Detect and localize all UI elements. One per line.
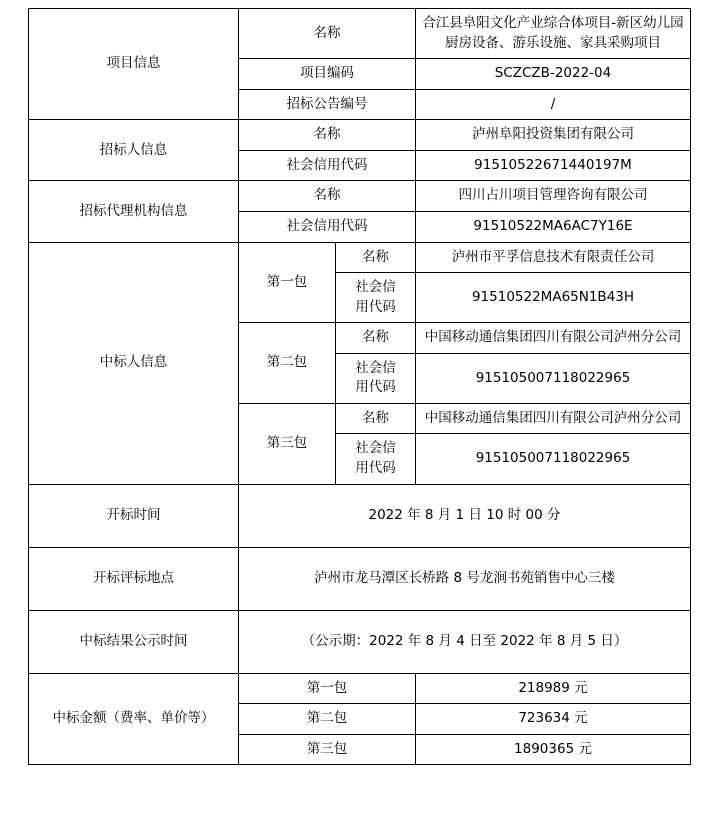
table-row — [29, 610, 691, 673]
table-row — [29, 673, 691, 704]
credit-label-line-2: 用代码 — [355, 298, 396, 315]
cell-tenderee-name-label: 名称 — [239, 120, 416, 151]
row-label-open-time: 开标时间 — [29, 484, 239, 547]
row-label-project-info: 项目信息 — [29, 9, 239, 120]
cell-amount-package-1: 第一包 — [239, 673, 416, 704]
credit-label-line-2: 用代码 — [355, 460, 396, 476]
cell-agency-name-label: 名称 — [239, 181, 416, 212]
cell-winner-name-label-3: 名称 — [336, 403, 416, 434]
credit-label-line-1: 社会信 — [355, 440, 396, 457]
table-row — [29, 484, 691, 547]
credit-label-line-1: 社会信 — [355, 359, 396, 376]
cell-amount-value-1: 218989 元 — [416, 673, 691, 704]
cell-amount-value-3: 1890365 元 — [416, 734, 691, 765]
cell-winner-credit-value-2: 915105007118022965 — [416, 353, 691, 403]
cell-project-code-value: SCZCZB-2022-04 — [416, 59, 691, 90]
cell-winner-name-label-1: 名称 — [336, 242, 416, 273]
cell-publicity-time-value: （公示期：2022 年 8 月 4 日至 2022 年 8 月 5 日） — [239, 610, 691, 673]
row-label-agency: 招标代理机构信息 — [29, 181, 239, 242]
project-name-line-2: 厨房设备、游乐设施、家具采购项目 — [445, 34, 661, 51]
cell-tenderee-credit-value: 91510522671440197M — [416, 150, 691, 181]
credit-label-line-1: 社会信 — [355, 279, 396, 296]
cell-package-1: 第一包 — [239, 242, 336, 323]
cell-open-place-value: 泸州市龙马潭区长桥路 8 号龙涧书苑销售中心三楼 — [239, 547, 691, 610]
table-row — [29, 9, 691, 59]
cell-winner-credit-label-1 — [336, 273, 416, 323]
cell-winner-name-value-2: 中国移动通信集团四川有限公司泸州分公司 — [416, 323, 691, 354]
cell-amount-package-3: 第三包 — [239, 734, 416, 765]
row-label-publicity-time: 中标结果公示时间 — [29, 610, 239, 673]
cell-winner-name-value-1: 泸州市平孚信息技术有限责任公司 — [416, 242, 691, 273]
cell-agency-name-value: 四川占川项目管理咨询有限公司 — [416, 181, 691, 212]
cell-tenderee-credit-label: 社会信用代码 — [239, 150, 416, 181]
row-label-open-place: 开标评标地点 — [29, 547, 239, 610]
table-row — [29, 120, 691, 151]
cell-amount-package-2: 第二包 — [239, 704, 416, 735]
cell-agency-credit-label: 社会信用代码 — [239, 211, 416, 242]
cell-winner-credit-value-3: 915105007118022965 — [416, 434, 691, 484]
table-row — [29, 547, 691, 610]
cell-winner-credit-label-3 — [336, 434, 416, 484]
credit-label-line-2: 用代码 — [355, 379, 396, 396]
table-row — [29, 181, 691, 212]
cell-tenderee-name-value: 泸州阜阳投资集团有限公司 — [416, 120, 691, 151]
row-label-amount: 中标金额（费率、单价等） — [29, 673, 239, 765]
project-name-line-1: 合江县阜阳文化产业综合体项目-新区幼儿园 — [422, 15, 684, 31]
cell-project-name-label: 名称 — [239, 9, 416, 59]
cell-announcement-code-label: 招标公告编号 — [239, 89, 416, 120]
cell-winner-name-value-3: 中国移动通信集团四川有限公司泸州分公司 — [416, 403, 691, 434]
row-label-tenderee: 招标人信息 — [29, 120, 239, 181]
cell-amount-value-2: 723634 元 — [416, 704, 691, 735]
cell-project-name-value — [416, 9, 691, 59]
row-label-winner: 中标人信息 — [29, 242, 239, 484]
cell-open-time-value: 2022 年 8 月 1 日 10 时 00 分 — [239, 484, 691, 547]
cell-winner-name-label-2: 名称 — [336, 323, 416, 354]
cell-project-code-label: 项目编码 — [239, 59, 416, 90]
cell-package-2: 第二包 — [239, 323, 336, 404]
cell-winner-credit-value-1: 91510522MA65N1B43H — [416, 273, 691, 323]
cell-announcement-code-value: / — [416, 89, 691, 120]
cell-winner-credit-label-2 — [336, 353, 416, 403]
cell-agency-credit-value: 91510522MA6AC7Y16E — [416, 211, 691, 242]
bid-result-table — [28, 8, 691, 765]
table-row — [29, 242, 691, 273]
cell-package-3: 第三包 — [239, 403, 336, 484]
